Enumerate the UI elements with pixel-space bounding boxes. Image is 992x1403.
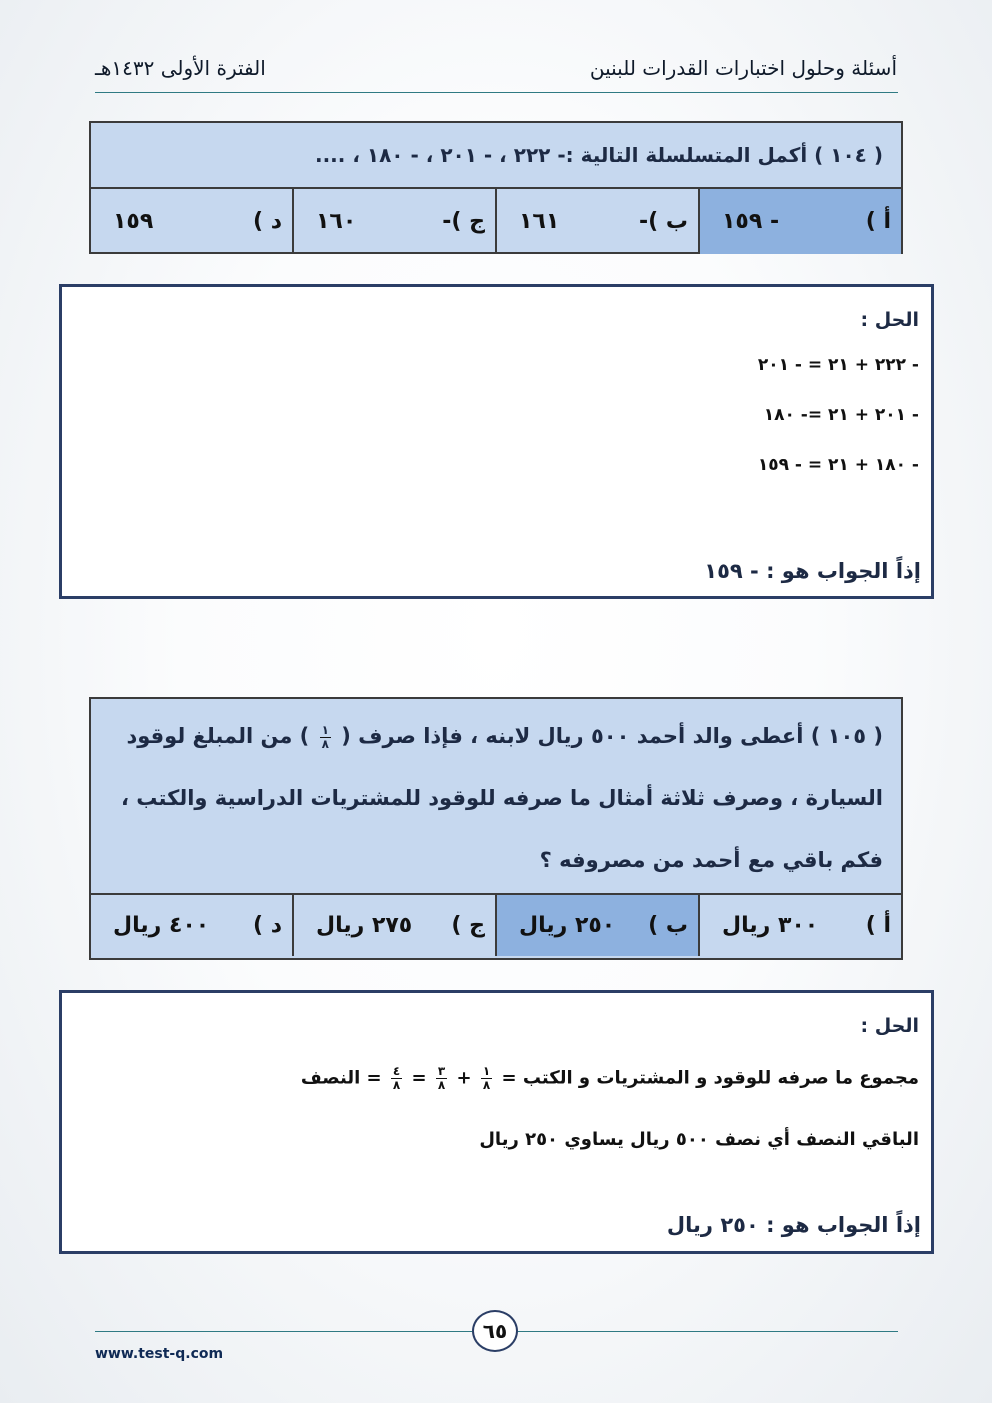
solution-step: - ٢٢٢ + ٢١ = - ٢٠١ — [757, 355, 919, 375]
solution-remaining: الباقي النصف أي نصف ٥٠٠ ريال يساوي ٢٥٠ ريال — [479, 1129, 919, 1150]
question-105-line2: السيارة ، وصرف ثلاثة أمثال ما صرفه للوقود للمشتريات الدراسية والكتب ، — [121, 786, 883, 810]
fraction-1-8 — [481, 1065, 492, 1092]
fraction-3-8 — [436, 1065, 447, 1092]
solution-sum-line — [301, 1065, 919, 1092]
fraction-num: ٤ — [392, 1064, 401, 1078]
question-105-text — [91, 699, 901, 895]
footer-divider-right — [518, 1331, 898, 1332]
fraction-num: ٣ — [437, 1064, 446, 1078]
question-105-options — [91, 895, 901, 956]
solution-105-box — [59, 990, 934, 1254]
option-letter: ج ) — [451, 913, 485, 938]
sum-text: مجموع ما صرفه للوقود و المشتريات و الكتب = — [501, 1067, 919, 1089]
option-d[interactable] — [91, 895, 292, 956]
option-letter: أ ) — [865, 913, 891, 938]
option-value: ٣٠٠ ريال — [722, 913, 819, 938]
footer-divider-left — [95, 1331, 472, 1332]
equals-sign: = — [411, 1067, 427, 1089]
option-letter: أ ) — [865, 209, 891, 234]
option-a[interactable] — [698, 189, 901, 254]
question-104-options — [91, 189, 901, 254]
solution-answer: إذاً الجواب هو : ٢٥٠ ريال — [666, 1213, 921, 1237]
option-value: ١٦١ — [519, 209, 560, 234]
option-value: - ١٥٩ — [722, 209, 780, 234]
fraction-4-8 — [391, 1065, 402, 1092]
question-104-text — [91, 123, 901, 189]
fraction-den: ٨ — [392, 1078, 401, 1092]
option-letter: د ) — [252, 913, 282, 938]
option-b[interactable] — [495, 895, 698, 956]
solution-104-box — [59, 284, 934, 599]
book-title: أسئلة وحلول اختبارات القدرات للبنين — [589, 56, 897, 80]
fraction-den: ٨ — [321, 736, 329, 751]
period-label: الفترة الأولى ١٤٣٢هـ — [95, 56, 266, 80]
question-105-line1-b: ) من المبلغ لوقود — [126, 724, 310, 748]
solution-step: - ١٨٠ + ٢١ = - ١٥٩ — [757, 455, 919, 475]
solution-title: الحل : — [860, 309, 919, 331]
equals-half: = النصف — [300, 1067, 382, 1089]
header-divider — [95, 92, 898, 93]
fraction-num: ١ — [321, 722, 329, 737]
solution-answer: إذاً الجواب هو : - ١٥٩ — [704, 559, 921, 583]
option-letter: د ) — [252, 209, 282, 234]
option-letter: ج )- — [442, 209, 485, 234]
option-b[interactable] — [495, 189, 698, 254]
option-value: ٤٠٠ ريال — [113, 913, 210, 938]
option-d[interactable] — [91, 189, 292, 254]
option-value: ١٦٠ — [316, 209, 357, 234]
website-link[interactable]: www.test-q.com — [95, 1346, 224, 1362]
option-c[interactable] — [292, 895, 495, 956]
question-104-table — [89, 121, 903, 254]
option-c[interactable] — [292, 189, 495, 254]
question-105-line1-a: ( ١٠٥ ) أعطى والد أحمد ٥٠٠ ريال لابنه ، فإذا صرف ( — [341, 724, 883, 748]
question-104-label: ( ١٠٤ ) أكمل المتسلسلة التالية :- ٢٢٢ ، - ٢٠١ ، - ١٨٠ ، .... — [314, 143, 883, 167]
plus-sign: + — [456, 1067, 472, 1089]
solution-step: - ٢٠١ + ٢١ =- ١٨٠ — [763, 405, 919, 425]
option-a[interactable] — [698, 895, 901, 956]
fraction-den: ٨ — [437, 1078, 446, 1092]
question-105-table — [89, 697, 903, 960]
fraction-one-eighth — [320, 724, 331, 751]
fraction-den: ٨ — [482, 1078, 491, 1092]
page-number: ٦٥ — [472, 1310, 518, 1352]
fraction-num: ١ — [482, 1064, 491, 1078]
solution-title: الحل : — [860, 1015, 919, 1037]
option-letter: ب )- — [639, 209, 688, 234]
question-105-line3: فكم باقي مع أحمد من مصروفه ؟ — [539, 848, 883, 872]
option-value: ٢٥٠ ريال — [519, 913, 616, 938]
option-letter: ب ) — [648, 913, 688, 938]
option-value: ٢٧٥ ريال — [316, 913, 413, 938]
option-value: ١٥٩ — [113, 209, 154, 234]
